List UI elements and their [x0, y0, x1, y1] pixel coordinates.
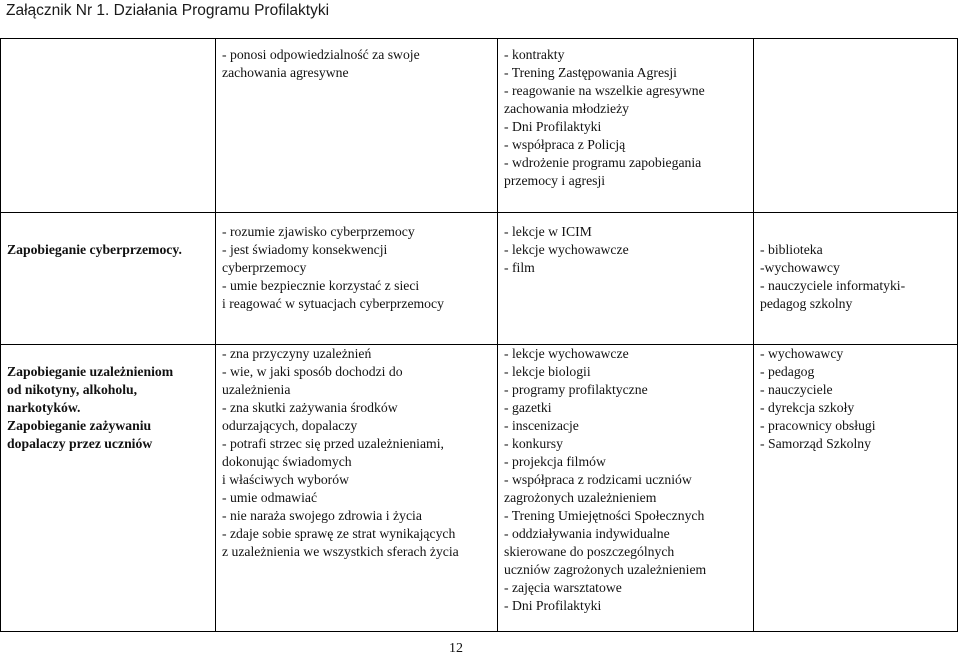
text-line: - programy profilaktyczne — [504, 382, 648, 397]
text-line: - nie naraża swojego zdrowia i życia — [222, 508, 422, 523]
text-line: - inscenizacje — [504, 418, 579, 433]
topic-line: od nikotyny, alkoholu, — [7, 382, 138, 397]
program-actions-table — [0, 38, 958, 632]
text-line: i właściwych wyborów — [222, 472, 349, 487]
text-line: - kontrakty — [504, 47, 565, 62]
text-line: - wdrożenie programu zapobiegania — [504, 155, 702, 170]
text-line: - nauczyciele — [760, 382, 833, 397]
text-line: - pracownicy obsługi — [760, 418, 876, 433]
text-line: - lekcje wychowawcze — [504, 242, 629, 257]
text-line: - zna skutki zażywania środków — [222, 400, 398, 415]
text-line: - biblioteka — [760, 242, 823, 257]
topic-line: Zapobieganie zażywaniu — [7, 418, 152, 433]
text-line: - umie bezpiecznie korzystać z sieci — [222, 278, 420, 293]
actions-cell — [498, 345, 754, 632]
topic-line: Zapobieganie cyberprzemocy. — [7, 242, 182, 257]
table-row — [1, 39, 958, 213]
text-line: dokonując świadomych — [222, 454, 352, 469]
topic-cell — [1, 345, 216, 632]
text-line: - Dni Profilaktyki — [504, 598, 602, 613]
text-line: - zajęcia warsztatowe — [504, 580, 622, 595]
page-header: Załącznik Nr 1. Działania Programu Profilaktyki — [6, 2, 330, 19]
goals-cell — [216, 39, 498, 213]
text-line: skierowane do poszczególnych — [504, 544, 675, 559]
text-line: pedagog szkolny — [760, 296, 853, 311]
text-line: - film — [504, 260, 535, 275]
text-line: uczniów zagrożonych uzależnieniem — [504, 562, 707, 577]
responsible-cell — [754, 345, 958, 632]
text-line: - lekcje biologii — [504, 364, 591, 379]
goals-cell — [216, 345, 498, 632]
text-line: - Dni Profilaktyki — [504, 119, 602, 134]
topic-cell — [1, 213, 216, 345]
text-line: - Trening Umiejętności Społecznych — [504, 508, 705, 523]
text-line: - potrafi strzec się przed uzależnieniami, — [222, 436, 444, 451]
text-line: - dyrekcja szkoły — [760, 400, 855, 415]
topic-line: narkotyków. — [7, 400, 81, 415]
text-line: - zna przyczyny uzależnień — [222, 346, 372, 361]
text-line: - Samorząd Szkolny — [760, 436, 871, 451]
text-line: - projekcja filmów — [504, 454, 606, 469]
text-line: odurzających, dopalaczy — [222, 418, 358, 433]
text-line: - lekcje wychowawcze — [504, 346, 629, 361]
responsible-cell — [754, 213, 958, 345]
text-line: - współpraca z Policją — [504, 137, 626, 152]
text-line: i reagować w sytuacjach cyberprzemocy — [222, 296, 444, 311]
text-line: - konkursy — [504, 436, 563, 451]
text-line: - reagowanie na wszelkie agresywne — [504, 83, 705, 98]
table-row — [1, 213, 958, 345]
text-line: - wychowawcy — [760, 346, 844, 361]
text-line: zagrożonych uzależnieniem — [504, 490, 657, 505]
topic-cell — [1, 39, 216, 213]
text-line: -wychowawcy — [760, 260, 840, 275]
text-line: przemocy i agresji — [504, 173, 606, 188]
actions-cell — [498, 213, 754, 345]
text-line: - gazetki — [504, 400, 552, 415]
table-row — [1, 345, 958, 632]
text-line: - jest świadomy konsekwencji — [222, 242, 388, 257]
text-line: - zdaje sobie sprawę ze strat wynikających — [222, 526, 456, 541]
text-line: - lekcje w ICIM — [504, 224, 592, 239]
page-number: 12 — [449, 641, 463, 656]
text-line: - rozumie zjawisko cyberprzemocy — [222, 224, 415, 239]
text-line: - wie, w jaki sposób dochodzi do — [222, 364, 403, 379]
text-line: cyberprzemocy — [222, 260, 307, 275]
text-line: zachowania młodzieży — [504, 101, 630, 116]
text-line: uzależnienia — [222, 382, 291, 397]
responsible-cell — [754, 39, 958, 213]
actions-cell — [498, 39, 754, 213]
text-line: - współpraca z rodzicami uczniów — [504, 472, 692, 487]
text-line: - oddziaływania indywidualne — [504, 526, 670, 541]
text-line: zachowania agresywne — [222, 65, 349, 80]
topic-line: dopalaczy przez uczniów — [7, 436, 153, 451]
text-line: - pedagog — [760, 364, 815, 379]
text-line: - nauczyciele informatyki- — [760, 278, 906, 293]
text-line: z uzależnienia we wszystkich sferach życia — [222, 544, 459, 559]
goals-cell — [216, 213, 498, 345]
text-line: - Trening Zastępowania Agresji — [504, 65, 677, 80]
text-line: - umie odmawiać — [222, 490, 318, 505]
topic-line: Zapobieganie uzależnieniom — [7, 364, 174, 379]
text-line: - ponosi odpowiedzialność za swoje — [222, 47, 420, 62]
